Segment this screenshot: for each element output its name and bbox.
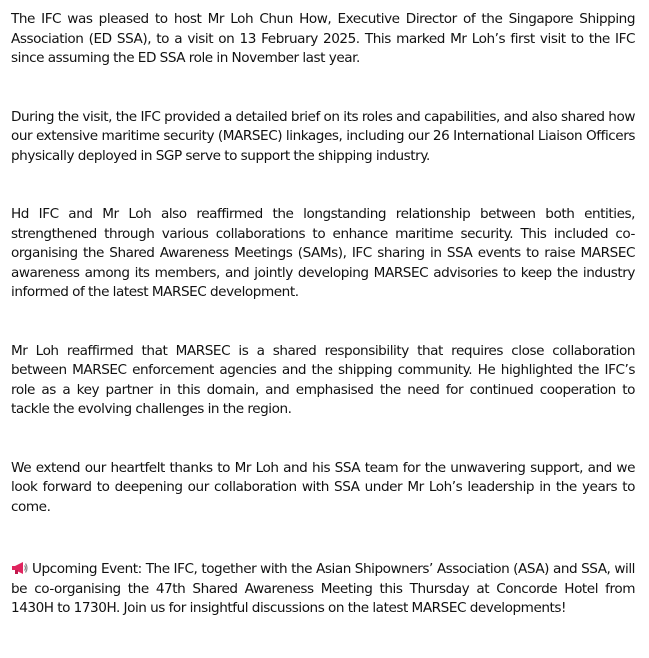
megaphone-icon [11, 561, 28, 575]
upcoming-event-text: Upcoming Event: The IFC, together with the Asian Shipowners’ Association (ASA) and SSA, will be co-organising the 47th Shared Awareness Meeting this Thursday at Concorde Hotel from 1430H to 1730H. Join us for insightful discussions on the latest MARSEC developments! [11, 561, 635, 616]
upcoming-event-announcement [11, 560, 635, 619]
paragraph-visit-brief: During the visit, the IFC provided a detailed brief on its roles and capabilities, and also shared how our extensive maritime security (MARSEC) linkages, including our 26 International Liaison Officers physically deployed in SGP serve to support the shipping industry. [11, 108, 635, 164]
paragraph-shared-responsibility: Mr Loh reaffirmed that MARSEC is a shared responsibility that requires close collaboration between MARSEC enforcement agencies and the shipping community. He highlighted the IFC’s role as a key partner in this domain, and emphasised the need for continued cooperation to tackle the evolving challenges in the region. [11, 342, 635, 417]
paragraph-visit-intro: The IFC was pleased to host Mr Loh Chun How, Executive Director of the Singapore Shipping Association (ED SSA), to a visit on 13 February 2025. This marked Mr Loh’s first visit to the IFC since assuming the ED SSA role in November last year. [11, 11, 635, 66]
paragraph-thanks: We extend our heartfelt thanks to Mr Loh and his SSA team for the unwavering support, and we look forward to deepening our collaboration with SSA under Mr Loh’s leadership in the years to come. [11, 459, 635, 515]
paragraph-relationship: Hd IFC and Mr Loh also reaffirmed the longstanding relationship between both entities, strengthened through various collaborations to enhance maritime security. This included co-organising the Shared Awareness Meetings (SAMs), IFC sharing in SSA events to raise MARSEC awareness among its members, and jointly developing MARSEC advisories to keep the industry informed of the latest MARSEC development. [11, 206, 635, 300]
article-body [11, 10, 635, 658]
